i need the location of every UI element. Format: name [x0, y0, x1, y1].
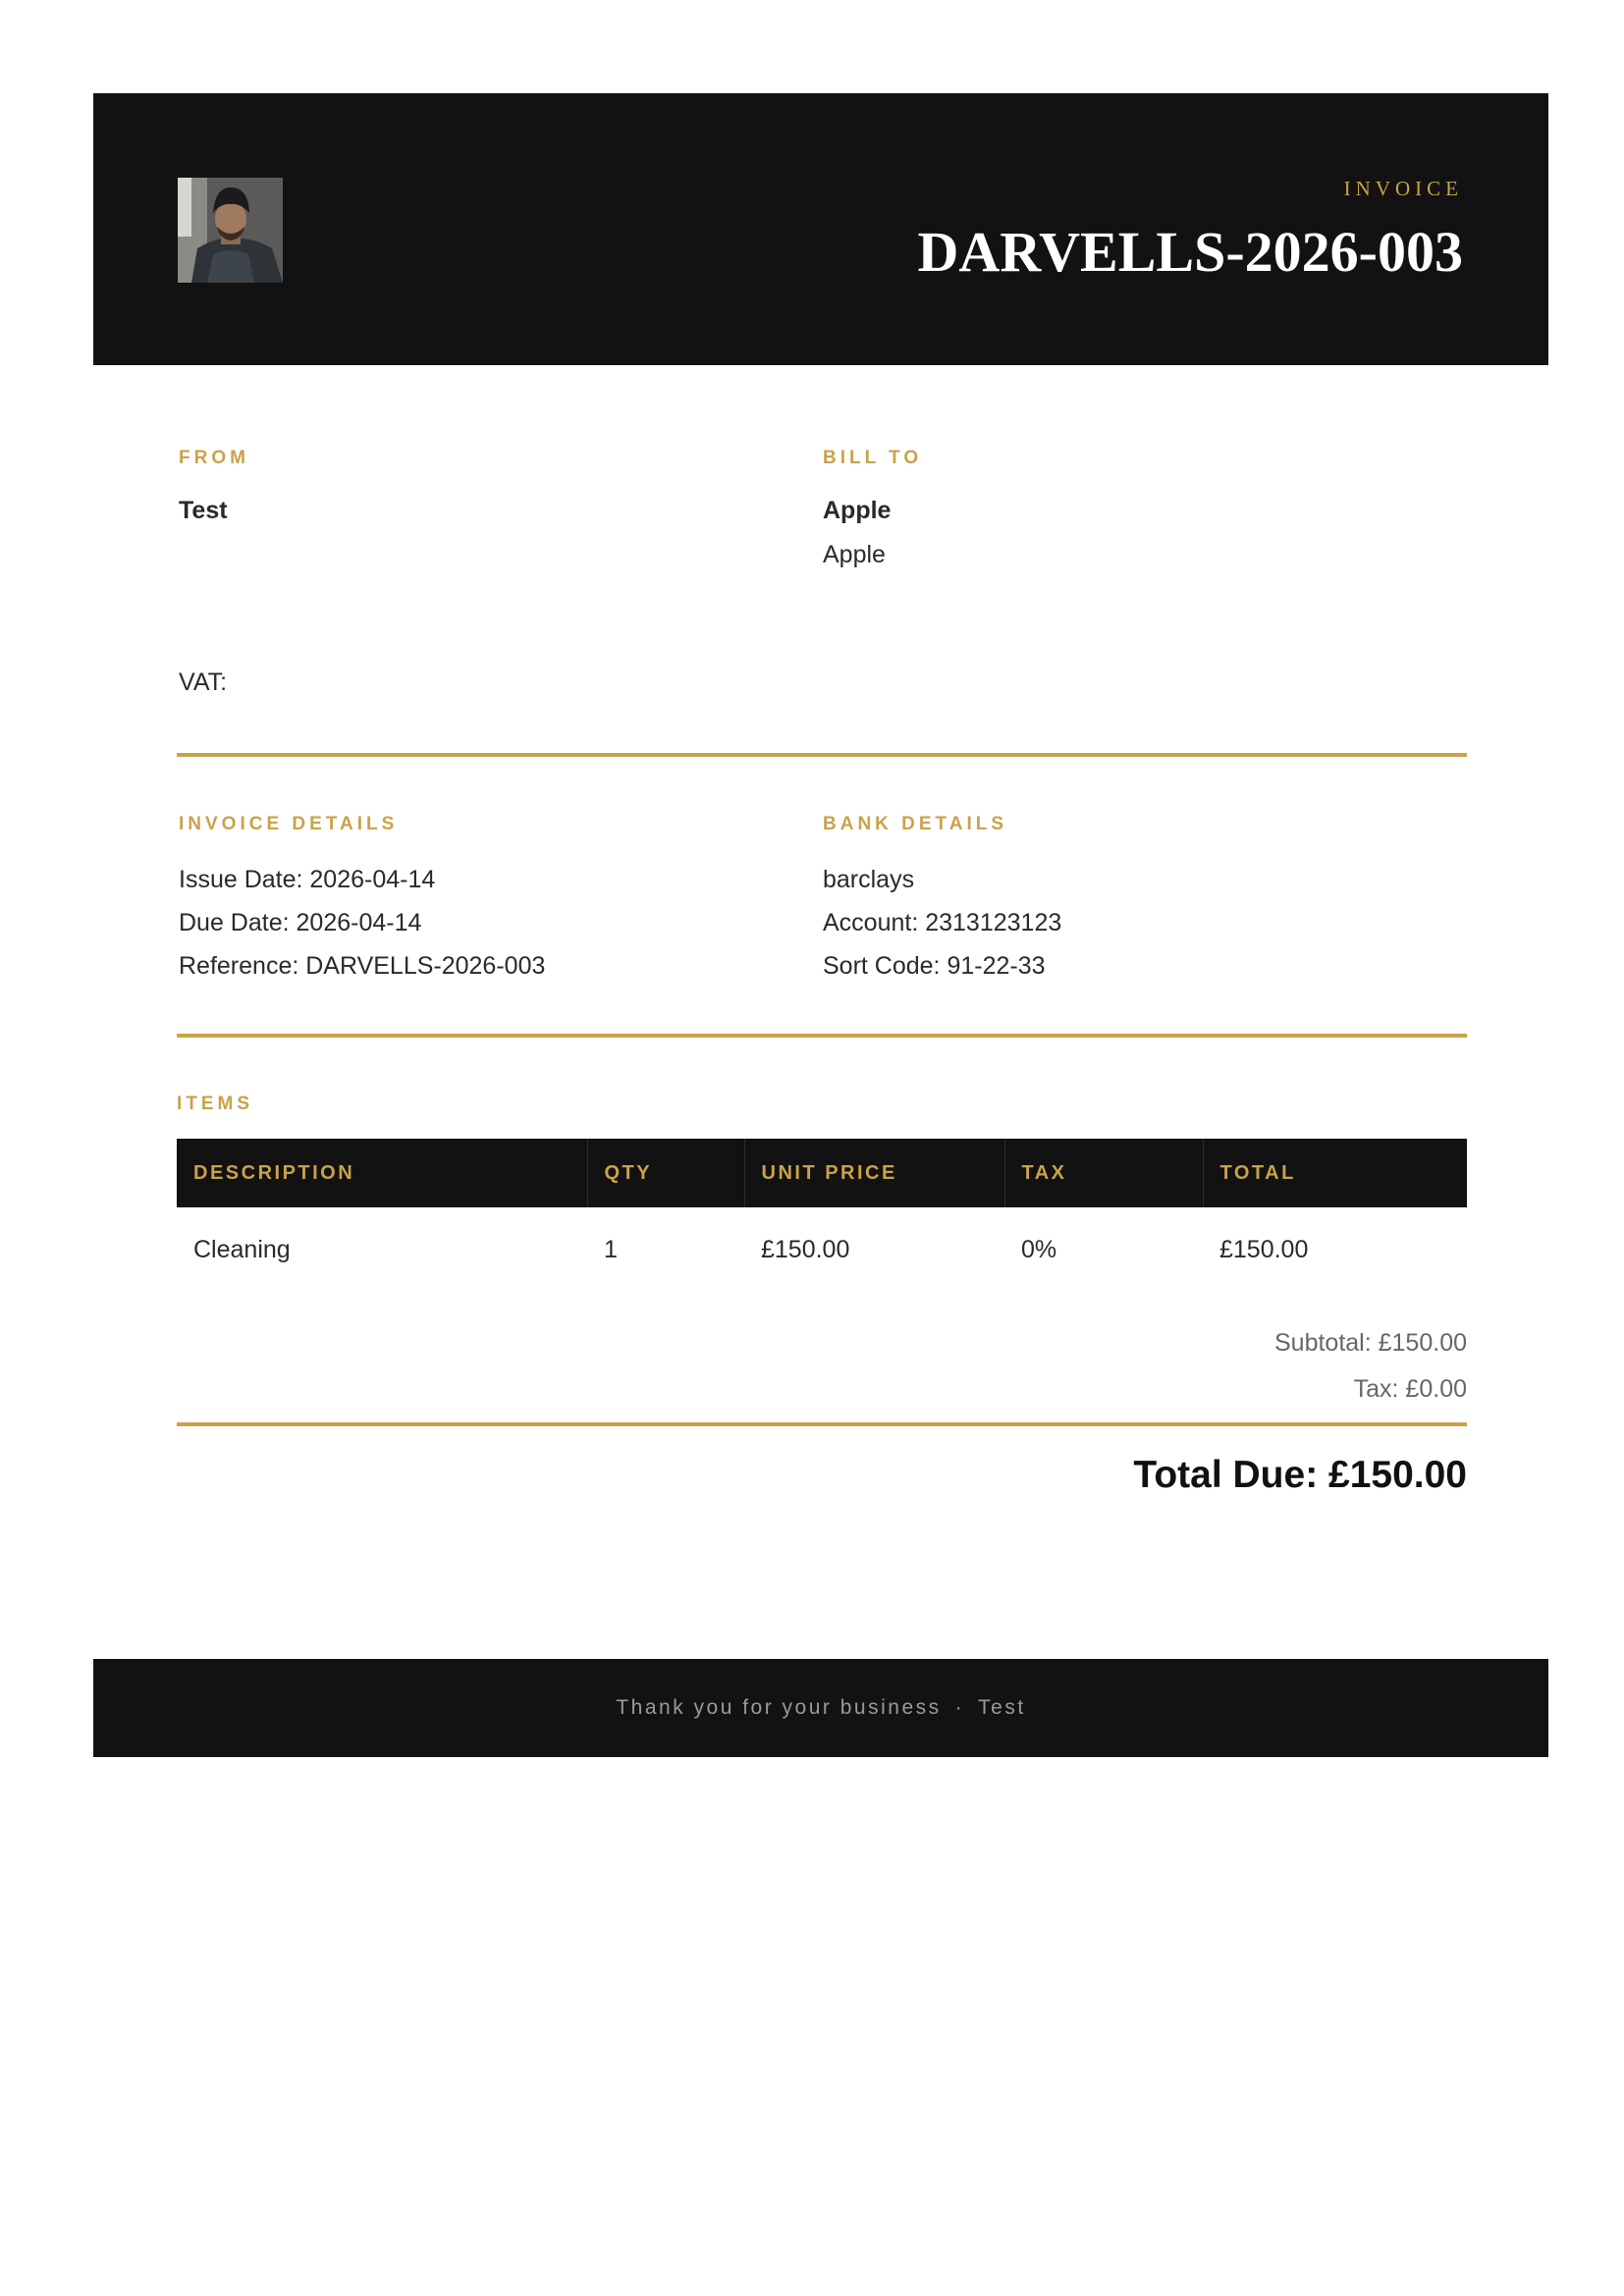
items-table: [177, 1139, 1467, 1292]
from-name: Test: [179, 497, 228, 524]
bank-details-label: BANK DETAILS: [823, 814, 1008, 834]
divider: [177, 1422, 1467, 1426]
issue-date: Issue Date: 2026-04-14: [179, 866, 436, 893]
item-description: Cleaning: [193, 1235, 291, 1263]
footer-business-name: Test: [978, 1696, 1026, 1719]
subtotal: Subtotal: £150.00: [1274, 1329, 1467, 1357]
column-header-description: DESCRIPTION: [177, 1139, 587, 1207]
column-header-unit-price: UNIT PRICE: [744, 1139, 1004, 1207]
footer-separator: ·: [954, 1696, 965, 1719]
from-label: FROM: [179, 448, 249, 468]
invoice-number-title: DARVELLS-2026-003: [917, 220, 1463, 284]
profile-photo-icon: [178, 178, 283, 283]
bank-name: barclays: [823, 866, 915, 893]
item-unit-price: £150.00: [761, 1235, 850, 1263]
bill-to-company: Apple: [823, 541, 886, 568]
column-header-tax: TAX: [1004, 1139, 1203, 1207]
logo-image: [178, 178, 283, 283]
divider: [177, 1034, 1467, 1038]
reference: Reference: DARVELLS-2026-003: [179, 952, 546, 980]
due-date: Due Date: 2026-04-14: [179, 909, 422, 936]
bank-sort-code: Sort Code: 91-22-33: [823, 952, 1046, 980]
document-type-label: INVOICE: [1343, 177, 1463, 200]
item-tax: 0%: [1021, 1235, 1057, 1263]
table-row: [177, 1207, 1467, 1292]
bill-to-label: BILL TO: [823, 448, 923, 468]
divider: [177, 753, 1467, 757]
table-header-row: [177, 1139, 1467, 1207]
item-qty: 1: [604, 1235, 618, 1263]
footer-message: Thank you for your business: [616, 1696, 942, 1719]
items-label: ITEMS: [177, 1094, 254, 1114]
from-vat: VAT:: [179, 668, 228, 696]
invoice-footer: [93, 1659, 1548, 1757]
column-header-total: TOTAL: [1203, 1139, 1467, 1207]
bank-account: Account: 2313123123: [823, 909, 1062, 936]
tax-total: Tax: £0.00: [1353, 1375, 1467, 1403]
bill-to-name: Apple: [823, 497, 892, 524]
column-header-qty: QTY: [587, 1139, 744, 1207]
item-total: £150.00: [1219, 1235, 1309, 1263]
total-due: Total Due: £150.00: [1133, 1454, 1467, 1496]
invoice-header: [93, 93, 1548, 365]
invoice-details-label: INVOICE DETAILS: [179, 814, 399, 834]
